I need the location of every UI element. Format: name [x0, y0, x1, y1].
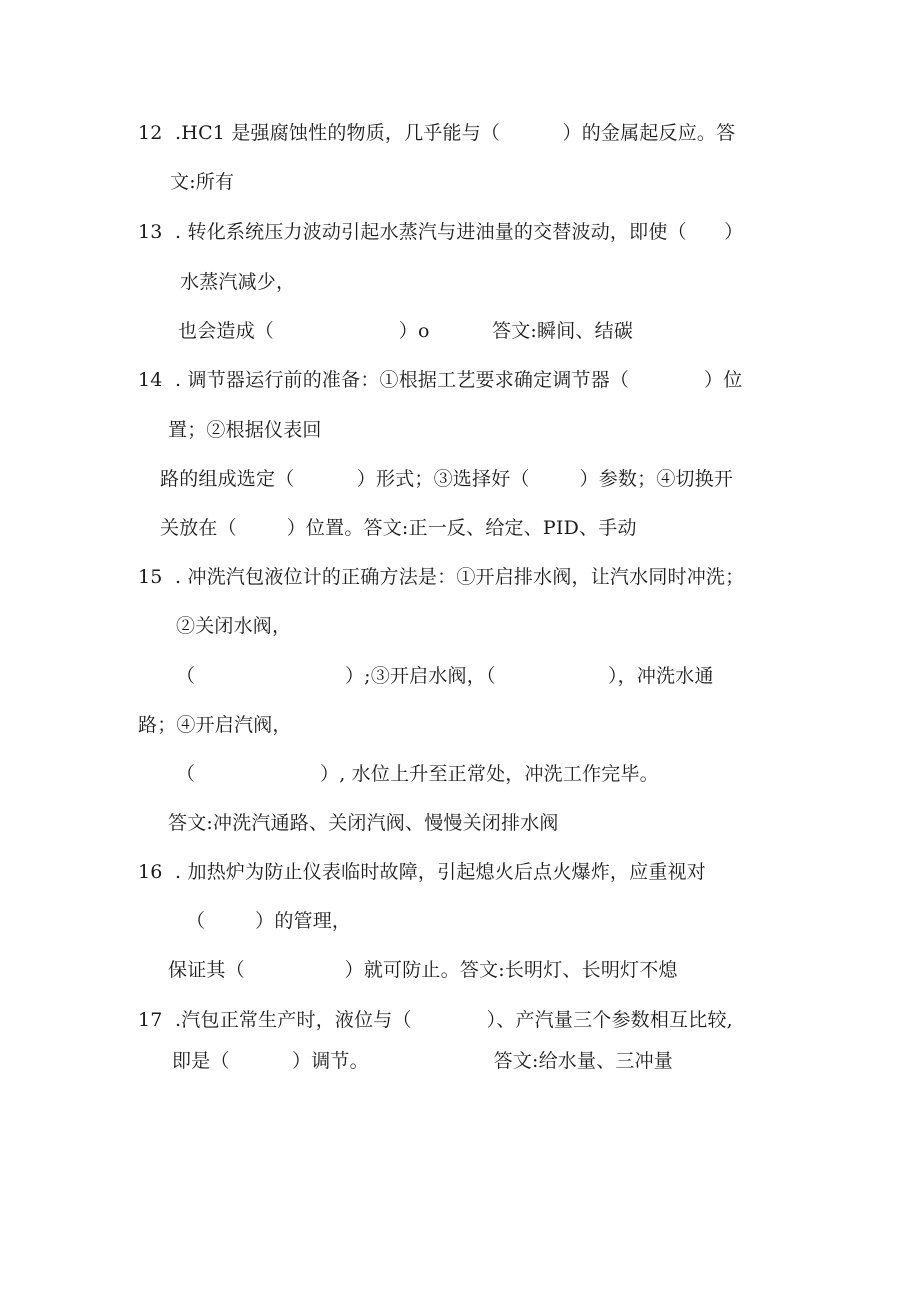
text-line: 14 . 调节器运行前的准备：①根据工艺要求确定调节器（ ）位: [138, 369, 743, 391]
text-line: 保证其（ ）就可防止。答文:长明灯、长明灯不熄: [168, 959, 678, 981]
text-line: （ ）, 水位上升至正常处，冲洗工作完毕。: [176, 763, 659, 785]
text-line: 15 . 冲洗汽包液位计的正确方法是：①开启排水阀，让汽水同时冲洗；: [138, 566, 745, 588]
text-line: 16 . 加热炉为防止仪表临时故障，引起熄火后点火爆炸，应重视对: [138, 861, 706, 883]
text-line: 文:所有: [170, 171, 235, 193]
text-line: 即是（ ）调节。 答文:给水量、三冲量: [172, 1050, 673, 1072]
text-line: 12 .HC1 是强腐蚀性的物质，几乎能与（ ）的金属起反应。答: [138, 122, 736, 144]
text-line: 置；②根据仪表回: [168, 419, 322, 441]
text-line: 答文:冲洗汽通路、关闭汽阀、慢慢关闭排水阀: [168, 812, 559, 834]
text-line: 路的组成选定（ ）形式；③选择好（ ）参数；④切换开: [160, 468, 734, 490]
text-line: 17 .汽包正常生产时，液位与（ ）、产汽量三个参数相互比较,: [138, 1009, 733, 1031]
text-line: （ ）;③开启水阀，（ ），冲洗水通: [176, 665, 714, 687]
text-line: ②关闭水阀，: [176, 615, 292, 637]
text-line: 也会造成（ ）o 答文:瞬间、结碳: [178, 320, 634, 342]
text-line: 13 . 转化系统压力波动引起水蒸汽与进油量的交替波动，即使（ ）: [138, 221, 744, 243]
text-line: 水蒸汽减少，: [180, 271, 296, 293]
text-line: 路；④开启汽阀，: [138, 714, 292, 736]
text-line: （ ）的管理，: [186, 910, 352, 932]
text-line: 关放在（ ）位置。答文:正一反、给定、PID、手动: [160, 517, 637, 539]
